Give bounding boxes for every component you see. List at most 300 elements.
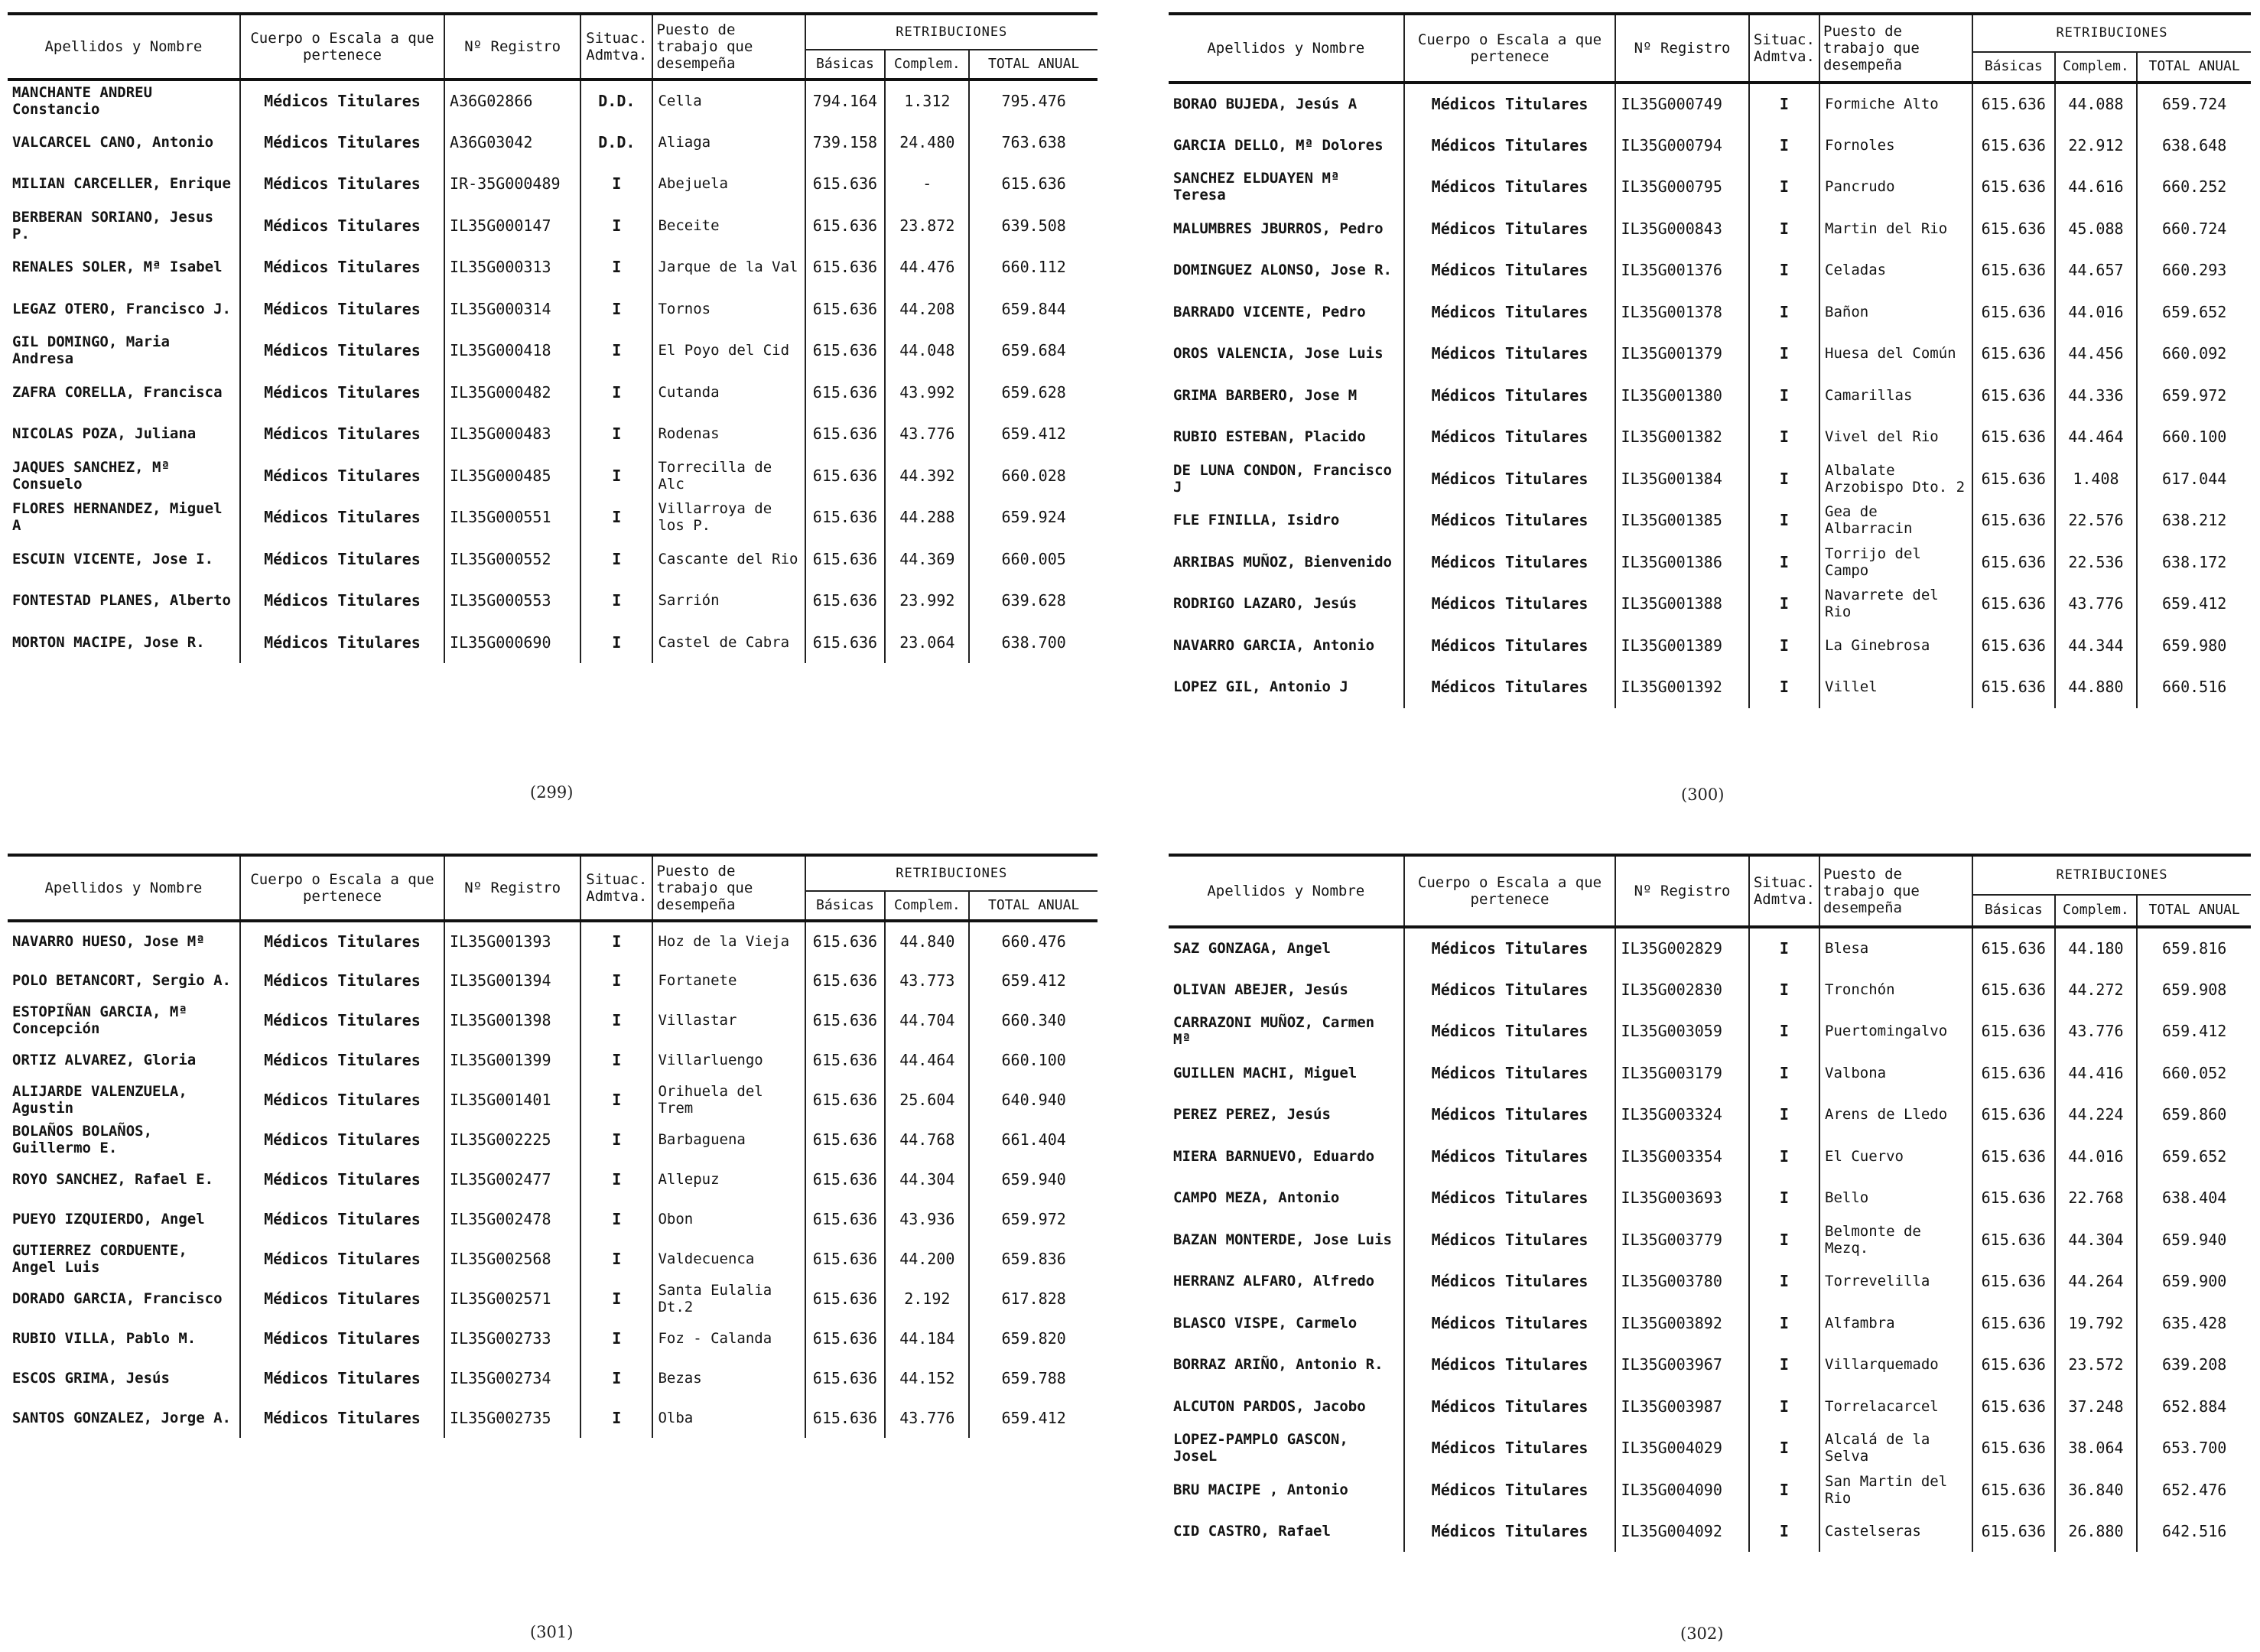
cell-complem: 37.248 [2055,1385,2138,1427]
cell-complem: 44.288 [885,496,969,538]
cell-cuerpo: Médicos Titulares [240,454,444,496]
cell-cuerpo: Médicos Titulares [240,496,444,538]
cell-registro: IL35G004029 [1615,1427,1748,1469]
cell-cuerpo: Médicos Titulares [240,1080,444,1120]
col-header-basicas: Básicas [1972,895,2055,927]
cell-cuerpo: Médicos Titulares [240,580,444,622]
cell-cuerpo: Médicos Titulares [1404,666,1616,708]
cell-situacion: I [580,288,652,330]
cell-situacion: I [580,580,652,622]
cell-situacion: I [1749,583,1819,625]
cell-puesto: El Cuervo [1819,1135,1972,1177]
cell-basicas: 615.636 [1972,208,2055,250]
cell-registro: IL35G000795 [1615,166,1748,208]
cell-total: 617.044 [2137,458,2251,500]
cell-total: 659.860 [2137,1094,2251,1136]
table-row [1169,1135,2251,1177]
cell-situacion: I [580,1120,652,1159]
cell-puesto: Santa Eulalia Dt.2 [652,1279,805,1319]
cell-cuerpo: Médicos Titulares [240,1000,444,1040]
cell-basicas: 615.636 [1972,1511,2055,1553]
table-row [1169,666,2251,708]
cell-registro: IL35G000551 [444,496,580,538]
cell-cuerpo: Médicos Titulares [1404,416,1616,458]
col-header-basicas: Básicas [805,891,886,921]
cell-complem: 44.416 [2055,1052,2138,1094]
cell-nombre: ESCOS GRIMA, Jesús [12,1369,170,1387]
cell-puesto: Torrijo del Campo [1819,541,1972,584]
table-row [1169,1094,2251,1136]
cell-puesto: Fortanete [652,961,805,1000]
cell-total: 660.476 [969,921,1097,961]
cell-complem: 22.536 [2055,541,2138,584]
cell-cuerpo: Médicos Titulares [240,621,444,663]
cell-complem: 43.992 [885,371,969,413]
cell-complem: 1.408 [2055,458,2138,500]
cell-nombre: NAVARRO HUESO, Jose Mª [12,932,205,950]
cell-basicas: 615.636 [805,580,886,622]
cell-cuerpo: Médicos Titulares [1404,1427,1616,1469]
cell-nombre: ESCUIN VICENTE, Jose I. [12,550,214,567]
cell-basicas: 615.636 [1972,1177,2055,1219]
cell-complem: 44.304 [885,1159,969,1199]
register-table [8,854,1097,1438]
cell-complem: 44.369 [885,538,969,580]
cell-complem: 22.768 [2055,1177,2138,1219]
cell-nombre: VALCARCEL CANO, Antonio [12,133,214,151]
cell-puesto: Allepuz [652,1159,805,1199]
cell-total: 638.700 [969,621,1097,663]
cell-situacion: I [580,204,652,246]
cell-total: 653.700 [2137,1427,2251,1469]
cell-registro: IL35G000690 [444,621,580,663]
cell-registro: IL35G000313 [444,246,580,288]
table-row [1169,1177,2251,1219]
cell-registro: IL35G000794 [1615,125,1748,167]
table-row [1169,1302,2251,1344]
cell-basicas: 615.636 [1972,499,2055,541]
table-row [8,496,1097,538]
cell-cuerpo: Médicos Titulares [1404,1010,1616,1052]
cell-cuerpo: Médicos Titulares [240,1159,444,1199]
cell-complem: 43.936 [885,1199,969,1239]
cell-basicas: 615.636 [805,454,886,496]
col-header-situacion: Situac. Admtva. [580,855,652,921]
cell-situacion: I [1749,125,1819,167]
table-row [8,1358,1097,1398]
cell-nombre: ORTIZ ALVAREZ, Gloria [12,1051,197,1068]
cell-nombre: ESTOPIÑAN GARCIA, Mª Concepción [12,1003,187,1037]
cell-puesto: Jarque de la Val [652,246,805,288]
cell-situacion: I [580,413,652,455]
table-row [1169,83,2251,125]
col-header-nombre: Apellidos y Nombre [1169,855,1404,927]
cell-basicas: 739.158 [805,121,886,163]
cell-basicas: 615.636 [1972,1010,2055,1052]
cell-total: 659.836 [969,1239,1097,1279]
table-row [8,454,1097,496]
cell-total: 639.208 [2137,1344,2251,1386]
cell-puesto: Torrelacarcel [1819,1385,1972,1427]
cell-basicas: 615.636 [1972,583,2055,625]
cell-basicas: 615.636 [805,288,886,330]
cell-puesto: Sarrión [652,580,805,622]
cell-situacion: I [1749,499,1819,541]
cell-total: 659.628 [969,371,1097,413]
cell-cuerpo: Médicos Titulares [240,921,444,961]
cell-total: 659.820 [969,1319,1097,1358]
cell-puesto: Camarillas [1819,375,1972,417]
cell-nombre: CAMPO MEZA, Antonio [1173,1189,1340,1207]
cell-basicas: 615.636 [805,921,886,961]
cell-registro: IL35G003987 [1615,1385,1748,1427]
cell-complem: 38.064 [2055,1427,2138,1469]
table-row [8,1080,1097,1120]
col-header-puesto: Puesto de trabajo que desempeña [1819,14,1972,83]
table-row [8,1398,1097,1438]
cell-nombre: GUILLEN MACHI, Miguel [1173,1064,1358,1081]
cell-cuerpo: Médicos Titulares [240,80,444,122]
col-header-puesto: Puesto de trabajo que desempeña [1819,855,1972,927]
col-header-basicas: Básicas [1972,52,2055,83]
cell-situacion: I [1749,1177,1819,1219]
cell-basicas: 615.636 [805,961,886,1000]
cell-cuerpo: Médicos Titulares [240,204,444,246]
cell-nombre: CID CASTRO, Rafael [1173,1523,1331,1540]
cell-registro: IL35G001389 [1615,625,1748,667]
table-row [1169,333,2251,375]
cell-nombre: MIERA BARNUEVO, Eduardo [1173,1147,1375,1165]
cell-registro: IL35G003780 [1615,1260,1748,1302]
cell-total: 659.940 [2137,1218,2251,1260]
cell-cuerpo: Médicos Titulares [1404,625,1616,667]
cell-puesto: Orihuela del Trem [652,1080,805,1120]
cell-puesto: Valdecuenca [652,1239,805,1279]
cell-complem: 26.880 [2055,1511,2138,1553]
table-row [1169,1010,2251,1052]
cell-total: 659.684 [969,330,1097,372]
cell-basicas: 615.636 [805,1080,886,1120]
cell-total: 660.100 [2137,416,2251,458]
cell-registro: IL35G000485 [444,454,580,496]
cell-total: 639.508 [969,204,1097,246]
cell-nombre: GARCIA DELLO, Mª Dolores [1173,136,1384,154]
cell-complem: 44.657 [2055,249,2138,291]
table-row [8,1120,1097,1159]
cell-puesto: Vivel del Rio [1819,416,1972,458]
cell-basicas: 615.636 [805,1358,886,1398]
cell-registro: IL35G003324 [1615,1094,1748,1136]
col-header-total: TOTAL ANUAL [969,50,1097,80]
cell-cuerpo: Médicos Titulares [1404,1260,1616,1302]
cell-puesto: Cascante del Rio [652,538,805,580]
cell-registro: IL35G002830 [1615,968,1748,1010]
cell-total: 659.972 [969,1199,1097,1239]
cell-situacion: I [1749,333,1819,375]
cell-nombre: BAZAN MONTERDE, Jose Luis [1173,1231,1392,1248]
cell-nombre: HERRANZ ALFARO, Alfredo [1173,1273,1375,1290]
cell-cuerpo: Médicos Titulares [1404,1218,1616,1260]
cell-basicas: 615.636 [1972,1052,2055,1094]
cell-registro: IL35G003967 [1615,1344,1748,1386]
cell-puesto: Rodenas [652,413,805,455]
cell-nombre: LOPEZ-PAMPLO GASCON, JoseL [1173,1431,1348,1465]
cell-situacion: I [580,921,652,961]
cell-registro: IL35G000552 [444,538,580,580]
cell-puesto: Pancrudo [1819,166,1972,208]
cell-puesto: Hoz de la Vieja [652,921,805,961]
cell-complem: 19.792 [2055,1302,2138,1344]
cell-cuerpo: Médicos Titulares [1404,249,1616,291]
cell-basicas: 615.636 [805,413,886,455]
col-header-cuerpo: Cuerpo o Escala a que pertenece [240,14,444,80]
col-header-complem: Complem. [885,891,969,921]
cell-nombre: BOLAÑOS BOLAÑOS, Guillermo E. [12,1122,153,1156]
cell-basicas: 615.636 [1972,1385,2055,1427]
cell-puesto: Cella [652,80,805,122]
col-header-total: TOTAL ANUAL [2137,895,2251,927]
cell-registro: IL35G001394 [444,961,580,1000]
cell-situacion: I [1749,83,1819,125]
col-header-puesto: Puesto de trabajo que desempeña [652,14,805,80]
cell-total: 659.908 [2137,968,2251,1010]
table-row [1169,416,2251,458]
cell-basicas: 615.636 [1972,333,2055,375]
cell-cuerpo: Médicos Titulares [240,1040,444,1080]
cell-complem: 44.344 [2055,625,2138,667]
cell-puesto: Martin del Rio [1819,208,1972,250]
cell-basicas: 615.636 [805,496,886,538]
col-header-registro: Nº Registro [1615,14,1748,83]
cell-situacion: I [580,1358,652,1398]
cell-total: 660.724 [2137,208,2251,250]
cell-nombre: GUTIERREZ CORDUENTE, Angel Luis [12,1241,187,1276]
cell-registro: IL35G000314 [444,288,580,330]
cell-total: 640.940 [969,1080,1097,1120]
cell-cuerpo: Médicos Titulares [240,1398,444,1438]
table-row [8,961,1097,1000]
cell-basicas: 615.636 [1972,291,2055,333]
col-header-registro: Nº Registro [1615,855,1748,927]
cell-situacion: I [1749,1385,1819,1427]
cell-basicas: 615.636 [1972,1260,2055,1302]
cell-nombre: FLE FINILLA, Isidro [1173,512,1340,529]
cell-situacion: I [1749,1511,1819,1553]
table-row [1169,166,2251,208]
cell-registro: IL35G001401 [444,1080,580,1120]
cell-nombre: BORAO BUJEDA, Jesús A [1173,96,1358,113]
cell-basicas: 615.636 [805,1199,886,1239]
cell-nombre: SAZ GONZAGA, Angel [1173,940,1331,958]
table-row [1169,625,2251,667]
cell-puesto: Blesa [1819,927,1972,969]
cell-complem: 44.616 [2055,166,2138,208]
cell-total: 660.516 [2137,666,2251,708]
cell-nombre: FONTESTAD PLANES, Alberto [12,592,231,610]
page-number: (301) [530,1623,574,1641]
col-header-retribuciones: RETRIBUCIONES [1972,855,2251,895]
cell-cuerpo: Médicos Titulares [1404,541,1616,584]
cell-cuerpo: Médicos Titulares [1404,583,1616,625]
cell-cuerpo: Médicos Titulares [240,961,444,1000]
cell-registro: IL35G000483 [444,413,580,455]
cell-puesto: Albalate Arzobispo Dto. 2 [1819,458,1972,500]
table-row [1169,1260,2251,1302]
cell-cuerpo: Médicos Titulares [240,163,444,205]
cell-registro: IL35G001382 [1615,416,1748,458]
cell-puesto: Torrecilla de Alc [652,454,805,496]
cell-complem: 45.088 [2055,208,2138,250]
cell-nombre: BERBERAN SORIANO, Jesus P. [12,208,214,242]
register-page-301 [8,854,1097,1438]
table-row [8,538,1097,580]
cell-registro: IR-35G000489 [444,163,580,205]
cell-total: 635.428 [2137,1302,2251,1344]
table-row [1169,375,2251,417]
cell-nombre: MALUMBRES JBURROS, Pedro [1173,220,1384,237]
cell-complem: 44.272 [2055,968,2138,1010]
cell-nombre: CARRAZONI MUÑOZ, Carmen Mª [1173,1014,1375,1049]
cell-situacion: I [1749,625,1819,667]
cell-situacion: I [1749,416,1819,458]
cell-cuerpo: Médicos Titulares [240,1239,444,1279]
cell-complem: 44.456 [2055,333,2138,375]
cell-registro: IL35G003179 [1615,1052,1748,1094]
cell-cuerpo: Médicos Titulares [240,121,444,163]
page-number: (300) [1681,785,1725,804]
cell-complem: 44.200 [885,1239,969,1279]
cell-basicas: 615.636 [1972,83,2055,125]
cell-nombre: BRU MACIPE , Antonio [1173,1481,1348,1498]
cell-complem: 1.312 [885,80,969,122]
cell-puesto: Villarroya de los P. [652,496,805,538]
cell-basicas: 615.636 [1972,375,2055,417]
cell-total: 659.412 [969,961,1097,1000]
cell-complem: 25.604 [885,1080,969,1120]
cell-situacion: I [580,538,652,580]
cell-situacion: I [1749,1302,1819,1344]
cell-cuerpo: Médicos Titulares [1404,1511,1616,1553]
col-header-basicas: Básicas [805,50,886,80]
cell-complem: 44.088 [2055,83,2138,125]
col-header-cuerpo: Cuerpo o Escala a que pertenece [1404,855,1616,927]
cell-cuerpo: Médicos Titulares [1404,927,1616,969]
col-header-nombre: Apellidos y Nombre [8,855,240,921]
cell-registro: IL35G002734 [444,1358,580,1398]
cell-basicas: 615.636 [805,371,886,413]
cell-complem: 43.776 [2055,583,2138,625]
table-row [1169,1511,2251,1553]
cell-total: 661.404 [969,1120,1097,1159]
cell-registro: IL35G001386 [1615,541,1748,584]
cell-nombre: FLORES HERNANDEZ, Miguel A [12,500,223,535]
cell-total: 615.636 [969,163,1097,205]
table-row [8,288,1097,330]
cell-complem: 43.776 [885,413,969,455]
cell-nombre: BORRAZ ARIÑO, Antonio R. [1173,1356,1384,1374]
cell-nombre: PUEYO IZQUIERDO, Angel [12,1210,205,1228]
cell-registro: IL35G003693 [1615,1177,1748,1219]
cell-total: 659.652 [2137,1135,2251,1177]
cell-puesto: Valbona [1819,1052,1972,1094]
cell-situacion: I [580,371,652,413]
cell-complem: 44.476 [885,246,969,288]
cell-basicas: 615.636 [1972,1135,2055,1177]
cell-complem: 44.464 [885,1040,969,1080]
cell-situacion: I [580,1319,652,1358]
cell-registro: IL35G001380 [1615,375,1748,417]
cell-nombre: JAQUES SANCHEZ, Mª Consuelo [12,458,170,493]
cell-situacion: D.D. [580,80,652,122]
cell-registro: IL35G001392 [1615,666,1748,708]
cell-basicas: 615.636 [805,538,886,580]
register-page-299 [8,12,1097,663]
cell-complem: 43.776 [2055,1010,2138,1052]
table-row [1169,1052,2251,1094]
cell-complem: 44.304 [2055,1218,2138,1260]
cell-total: 652.884 [2137,1385,2251,1427]
cell-basicas: 615.636 [1972,125,2055,167]
table-row [8,1319,1097,1358]
cell-basicas: 615.636 [805,621,886,663]
cell-nombre: NAVARRO GARCIA, Antonio [1173,636,1375,654]
cell-basicas: 615.636 [805,1000,886,1040]
cell-nombre: ROYO SANCHEZ, Rafael E. [12,1170,214,1188]
cell-basicas: 794.164 [805,80,886,122]
cell-total: 795.476 [969,80,1097,122]
cell-puesto: El Poyo del Cid [652,330,805,372]
cell-total: 660.252 [2137,166,2251,208]
cell-complem: - [885,163,969,205]
cell-nombre: RUBIO VILLA, Pablo M. [12,1329,197,1347]
cell-total: 659.972 [2137,375,2251,417]
table-row [8,204,1097,246]
cell-nombre: LEGAZ OTERO, Francisco J. [12,300,231,317]
cell-puesto: Foz - Calanda [652,1319,805,1358]
cell-registro: IL35G003892 [1615,1302,1748,1344]
cell-nombre: NICOLAS POZA, Juliana [12,425,197,443]
cell-cuerpo: Médicos Titulares [1404,499,1616,541]
cell-cuerpo: Médicos Titulares [240,1358,444,1398]
cell-total: 642.516 [2137,1511,2251,1553]
table-row [1169,1385,2251,1427]
cell-basicas: 615.636 [1972,541,2055,584]
cell-situacion: I [580,1239,652,1279]
cell-registro: IL35G002568 [444,1239,580,1279]
cell-registro: IL35G001384 [1615,458,1748,500]
cell-registro: IL35G003059 [1615,1010,1748,1052]
cell-basicas: 615.636 [805,1319,886,1358]
cell-situacion: I [1749,541,1819,584]
cell-cuerpo: Médicos Titulares [240,330,444,372]
table-row [1169,968,2251,1010]
cell-complem: 44.840 [885,921,969,961]
cell-puesto: Cutanda [652,371,805,413]
cell-total: 660.005 [969,538,1097,580]
cell-nombre: BLASCO VISPE, Carmelo [1173,1314,1358,1332]
cell-situacion: I [1749,1468,1819,1511]
cell-puesto: Tornos [652,288,805,330]
cell-nombre: MORTON MACIPE, Jose R. [12,633,205,651]
cell-basicas: 615.636 [1972,1468,2055,1511]
cell-situacion: I [1749,1427,1819,1469]
cell-nombre: ZAFRA CORELLA, Francisca [12,383,223,401]
cell-complem: 44.336 [2055,375,2138,417]
cell-basicas: 615.636 [805,1279,886,1319]
cell-registro: IL35G000749 [1615,83,1748,125]
cell-puesto: Olba [652,1398,805,1438]
table-row [1169,249,2251,291]
